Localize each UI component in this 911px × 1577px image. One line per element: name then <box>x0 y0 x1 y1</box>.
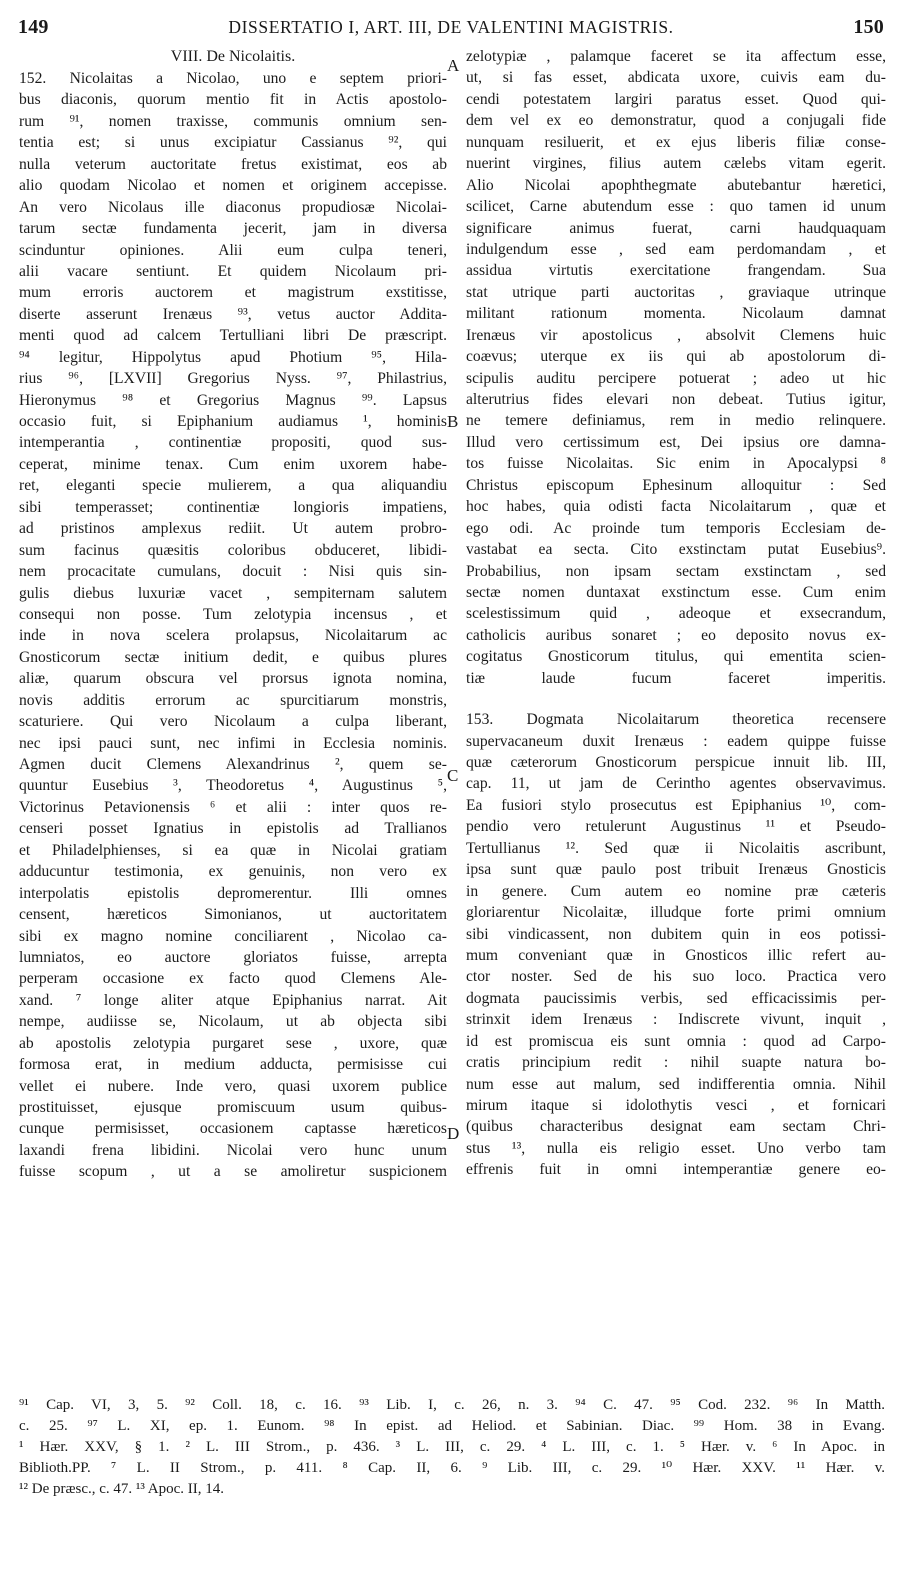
text-line: coævus; uterque ex iis qui ab apostolorum di- <box>466 348 886 366</box>
text-line: interpolatis epistolis depromerentur. Illi omnes <box>19 884 447 902</box>
page-number-left: 149 <box>18 16 49 38</box>
text-line: sibi vindicassent, non dubitem quin in eos potissi- <box>466 925 886 943</box>
text-line: mum erroris auctorem et magistrum exstitisse, <box>19 284 447 302</box>
text-line: occasio fuit, si Epiphanium audiamus ¹, hominis <box>19 413 447 430</box>
text-line: Illud vero certissimum est, Dei ipsius ore damna- <box>466 433 886 451</box>
text-line: ad pristinos amplexus rediit. Ut autem probro- <box>19 520 447 538</box>
text-line: ego odi. Ac proinde tum temporis Ecclesiam de- <box>466 519 886 537</box>
text-line: scipulis auditu percipere potuerat ; adeo ut hic <box>466 369 886 387</box>
paragraph-gap <box>466 689 886 709</box>
text-line: ceperat, minime tenax. Cum enim uxorem habe- <box>19 455 447 473</box>
text-line: ab apostolis zelotypia purgaret sese , uxore, quæ <box>19 1034 447 1052</box>
text-line: alii vacare sentiunt. Et quidem Nicolaum pri- <box>19 262 447 280</box>
text-line: nulla veterum auctoritate fretus existimat, eos ab <box>19 155 447 173</box>
text-line: significare animus fuerat, carni haudquaquam <box>466 219 886 237</box>
text-line: indulgendum esse , sed eam perdomandam , et <box>466 240 886 258</box>
text-line: id est promiscua eis sunt omnia : quod ad Carpo- <box>466 1032 886 1050</box>
text-line: intemperantia , continentiæ propositi, quod sus- <box>19 434 447 452</box>
footnote-line: ⁹¹ Cap. VI, 3, 5. ⁹² Coll. 18, c. 16. ⁹³ Lib. I, c. 26, n. 3. ⁹⁴ C. 47. ⁹⁵ Cod. 232. ⁹⁶ In Matth. <box>19 1397 885 1413</box>
text-line: Ea fusiori stylo prosecutus est Epiphanius ¹⁰, com- <box>466 796 886 814</box>
text-line: censent, hæreticos Simonianos, ut auctoritatem <box>19 906 447 924</box>
text-line: alterutrius fides elevari non debeat. Tutius igitur, <box>466 391 886 408</box>
text-line: cogitatus Gnosticorum titulus, qui ementita scien- <box>466 648 886 666</box>
text-line: scelestissimum quid , adeoque et exsecrandum, <box>466 605 886 623</box>
running-header <box>18 16 884 44</box>
text-line: tos fuisse Nicolaitas. Sic enim in Apocalypsi ⁸ <box>466 455 886 473</box>
text-line: strinxit idem Irenæus : Indiscrete vivunt, inquit , <box>466 1011 886 1029</box>
text-line: laxandi frena libidini. Nicolai vero hunc unum <box>19 1141 447 1159</box>
text-line: novis additis errorum ac spurcitiarum monstris, <box>19 691 447 709</box>
text-line: cendi potestatem largiri paratus esset. Quod qui- <box>466 90 886 108</box>
text-line: Victorinus Petavionensis ⁶ et alii : inter quos re- <box>19 798 447 816</box>
right-column-body-part1 <box>466 46 886 689</box>
text-line: effrenis fuit in omni intemperantiæ genere eo- <box>466 1161 886 1179</box>
text-line: perperam occasione ex facto quod Clemens Ale- <box>19 970 447 988</box>
text-line: 153. Dogmata Nicolaitarum theoretica recensere <box>466 711 886 729</box>
text-line: formosa erat, in medium adducta, permisisse cui <box>19 1056 447 1074</box>
text-line: 152. Nicolaitas a Nicolao, uno e septem priori- <box>19 70 447 87</box>
text-line: aliæ, quarum obscura vel prorsus ignota nomina, <box>19 670 447 688</box>
text-line: tentia est; si unus excipiatur Cassianus ⁹², qui <box>19 134 447 152</box>
text-line: An vero Nicolaus ille diaconus propudiosæ Nicolai- <box>19 198 447 216</box>
text-line: nec ipsi pauci sunt, nec infimi in Ecclesia nominis. <box>19 734 447 752</box>
text-line: lumniatos, eo auctore gloriatos fuisse, arrepta <box>19 948 447 966</box>
text-line: ne temere definiamus, rem in medio relinquere. <box>466 412 886 430</box>
text-line: ⁹⁴ legitur, Hippolytus apud Photium ⁹⁵, Hila- <box>19 348 447 366</box>
margin-marker-b: B <box>447 412 459 431</box>
footnote-line: ¹ Hær. XXV, § 1. ² L. III Strom., p. 436. ³ L. III, c. 29. ⁴ L. III, c. 1. ⁵ Hær. v. ⁶ In Apoc. in <box>19 1439 885 1455</box>
text-line: scilicet, Carne abutendum esse : quo tamen id unum <box>466 198 886 216</box>
text-line: fuisse scopum , ut a se amoliretur suspicionem <box>19 1163 447 1181</box>
right-column-body-part2 <box>466 709 886 1181</box>
text-line: vastabat ea secta. Cito exstinctam putat Eusebius⁹. <box>466 541 886 559</box>
text-line: bus diaconis, quorum mentio fit in Actis apostolo- <box>19 91 447 109</box>
text-line: sibi temperasset; continentiæ longioris impatiens, <box>19 498 447 516</box>
text-line: quæ cæterorum Gnosticorum perspicue innuit lib. III, <box>466 754 886 771</box>
text-line: pendio vero retulerunt Augustinus ¹¹ et Pseudo- <box>466 818 886 836</box>
text-line: et Philadelphienses, si ea quæ in Nicolai gratiam <box>19 841 447 859</box>
text-line: rum ⁹¹, nomen traxisse, communis omnium sen- <box>19 112 447 130</box>
text-line: nunquam resiluerit, et ex ejus liberis filiæ conse- <box>466 133 886 151</box>
text-line: Probabilius, non ipsam sectam exstinctam , sed <box>466 562 886 580</box>
text-line: consequi non posse. Tum zelotypia incensus , et <box>19 605 447 623</box>
text-line: Christus episcopum Ephesinum alloquitur : Sed <box>466 476 886 494</box>
text-line: scinduntur opiniones. Alii eum culpa teneri, <box>19 241 447 259</box>
text-line: menti quod ad calcem Tertulliani libri De præscript. <box>19 327 447 345</box>
text-line: militant rationum momenta. Nicolaum damnat <box>466 305 886 323</box>
text-line: supervacaneum duxit Irenæus : eadem quippe fuisse <box>466 732 886 750</box>
footnote-line: c. 25. ⁹⁷ L. XI, ep. 1. Eunom. ⁹⁸ In epist. ad Heliod. et Sabinian. Diac. ⁹⁹ Hom. 38 in Evang. <box>19 1418 885 1434</box>
text-line: quuntur Eusebius ³, Theodoretus ⁴, Augustinus ⁵, <box>19 777 447 795</box>
page-number-right: 150 <box>853 16 884 38</box>
text-line: nempe, audiisse se, Nicolaum, ut ab objecta sibi <box>19 1013 447 1031</box>
text-line: sum facinus quæsitis coloribus obduceret, libidi- <box>19 541 447 559</box>
text-line: nuerint virgines, filius autem cælebs vitam egerit. <box>466 155 886 173</box>
text-line: mum conveniant quæ in Gnosticos illic refert au- <box>466 946 886 964</box>
text-line: sectæ nomen duntaxat exstinctum esse. Cum enim <box>466 583 886 601</box>
text-line: num esse aut malum, sed indifferentia omnia. Nihil <box>466 1075 886 1093</box>
text-line: assidua virtutis exercitatione frangendam. Sua <box>466 262 886 280</box>
text-line: alio quodam Nicolao et nomen et originem accepisse. <box>19 177 447 195</box>
margin-marker-a: A <box>447 56 460 75</box>
text-line: Tertullianus ¹². Sed quæ ii Nicolaitis ascribunt, <box>466 839 886 857</box>
right-column <box>466 46 886 1181</box>
text-line: Irenæus vir apostolicus , absolvit Clemens huic <box>466 326 886 344</box>
text-line: dem vel ex eo demonstratur, quod a conjugali fide <box>466 112 886 130</box>
text-line: mirum itaque si idolothytis vesci , et fornicari <box>466 1097 886 1114</box>
text-line: diserte asserunt Irenæus ⁹³, vetus auctor Addita- <box>19 305 447 323</box>
text-line: gloriarentur Nicolaitæ, illudque forte primi omnium <box>466 904 886 922</box>
text-line: ctor noster. Sed de his suo loco. Practica vero <box>466 968 886 986</box>
text-line: scaturiere. Qui vero Nicolaum a culpa liberant, <box>19 713 447 731</box>
text-line: ipsa sunt quæ paulo post tribuit Irenæus Gnosticis <box>466 861 886 879</box>
text-line: ret, eleganti specie mulierem, a qua aliquandiu <box>19 477 447 495</box>
text-line: Hieronymus ⁹⁸ et Gregorius Magnus ⁹⁹. Lapsus <box>19 391 447 409</box>
text-line: (quibus characteribus designat eam sectam Chri- <box>466 1118 886 1136</box>
text-line: Gnosticorum sectæ initium dedit, e quibus plures <box>19 648 447 666</box>
text-line: ut, si fas esset, abdicata uxore, cuivis eam du- <box>466 69 886 87</box>
footnotes <box>19 1395 885 1500</box>
section-heading: VIII. De Nicolaitis. <box>170 48 296 65</box>
left-column <box>19 46 447 1183</box>
text-line: Agmen ducit Clemens Alexandrinus ², quem se- <box>19 756 447 773</box>
text-line: hoc habes, quia odisti facta Nicolaitarum , quæ et <box>466 498 886 516</box>
text-line: tarum sectæ fundamenta jecerit, jam in diversa <box>19 220 447 238</box>
text-line: stat utrique parti auctoritas , graviaque utrinque <box>466 283 886 301</box>
running-title: DISSERTATIO I, ART. III, DE VALENTINI MAGISTRIS. <box>228 17 674 37</box>
text-line: Alio Nicolai apophthegmate abutebantur hæretici, <box>466 176 886 194</box>
text-line: dogmata paucissimis verbis, sed efficacissimis per- <box>466 989 886 1007</box>
text-line: sibi ex magno nomine conciliarent , Nicolao ca- <box>19 927 447 945</box>
text-line: tiæ laude fucum faceret imperitis. <box>466 669 886 687</box>
text-line: zelotypiæ , palamque faceret se ita affectum esse, <box>466 48 886 65</box>
text-line: cratis principium redit : nihil suapte natura bo- <box>466 1054 886 1072</box>
text-line: cunque permisisset, occasionem captasse hæreticos <box>19 1120 447 1138</box>
text-line: cap. 11, ut jam de Cerintho agentes observavimus. <box>466 775 886 793</box>
text-line: nem procacitate cumulans, docuit : Nisi quis sin- <box>19 563 447 581</box>
text-line: gulis diebus luxuriæ vacet , sempiternam salutem <box>19 584 447 602</box>
margin-marker-d: D <box>447 1124 460 1143</box>
text-line: catholicis auribus sonaret ; eo deposito novus ex- <box>466 626 886 644</box>
text-line: in genere. Cum autem eo nomine præ cæteris <box>466 882 886 900</box>
text-line: rius ⁹⁶, [LXVII] Gregorius Nyss. ⁹⁷, Philastrius, <box>19 370 447 388</box>
margin-marker-c: C <box>447 766 459 785</box>
footnote-line: ¹² De præsc., c. 47. ¹³ Apoc. II, 14. <box>19 1481 225 1497</box>
footnote-line: Biblioth.PP. ⁷ L. II Strom., p. 411. ⁸ Cap. II, 6. ⁹ Lib. III, c. 29. ¹⁰ Hær. XXV. ¹¹ Hær. v. <box>19 1460 885 1476</box>
left-column-body <box>19 68 447 1183</box>
text-line: stus ¹³, nulla eis religio esset. Uno verbo tam <box>466 1139 886 1157</box>
text-line: prostituisset, ejusque promiscuum usum quibus- <box>19 1099 447 1116</box>
text-line: xand. ⁷ longe aliter atque Epiphanius narrat. Ait <box>19 991 447 1009</box>
text-line: inde in nova scelera prolapsus, Nicolaitarum ac <box>19 627 447 645</box>
text-line: adducuntur testimonia, ex genuinis, non vero ex <box>19 863 447 881</box>
text-line: vellet ei nubere. Inde vero, quasi uxorem publice <box>19 1077 447 1095</box>
text-line: censeri posset Ignatius in epistolis ad Trallianos <box>19 820 447 838</box>
